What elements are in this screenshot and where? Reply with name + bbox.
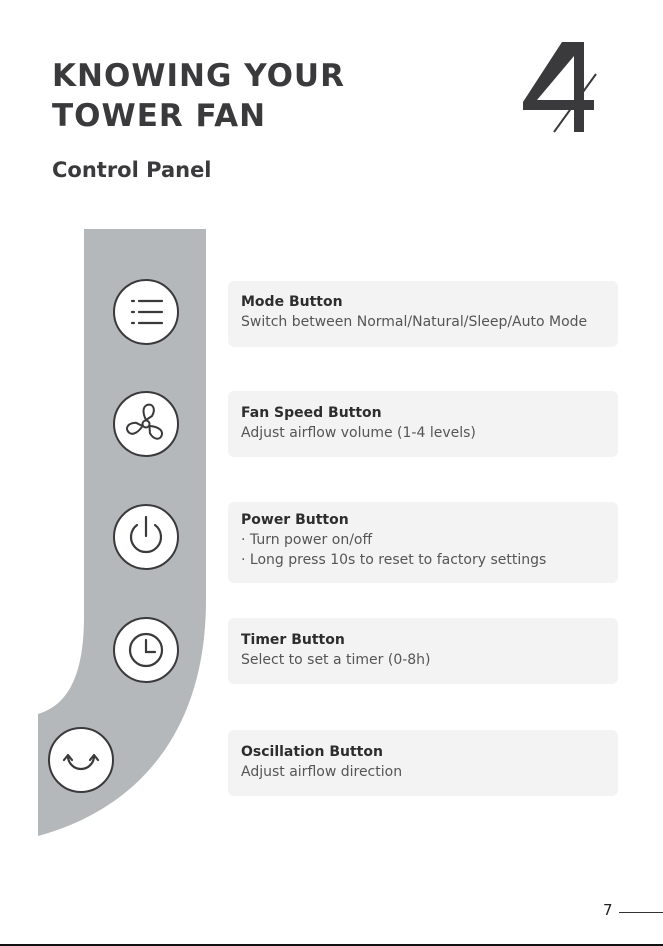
timer-button[interactable] (114, 618, 178, 682)
page-number: 7 (603, 901, 613, 919)
fan-speed-button-card (228, 391, 618, 457)
page-number-rule (619, 912, 663, 913)
mode-button-description: Switch between Normal/Natural/Sleep/Auto Mode (241, 314, 588, 330)
power-button-card (228, 502, 618, 583)
oscillation-button-title: Oscillation Button (241, 744, 383, 760)
chapter-number-graphic (518, 40, 602, 136)
oscillation-button-card (228, 730, 618, 796)
page-title-line-1: KNOWING YOUR (52, 58, 345, 94)
timer-button-card (228, 618, 618, 684)
page-title (52, 56, 345, 136)
mode-button-title: Mode Button (241, 294, 343, 310)
power-button-description-1: · Turn power on/off (241, 532, 373, 548)
section-title: Control Panel (52, 158, 212, 182)
oscillation-button[interactable] (49, 728, 113, 792)
power-button[interactable] (114, 505, 178, 569)
timer-button-title: Timer Button (241, 632, 345, 648)
power-button-description-2: · Long press 10s to reset to factory settings (241, 552, 547, 568)
fan-speed-button[interactable] (114, 392, 178, 456)
timer-button-description: Select to set a timer (0-8h) (241, 652, 431, 668)
oscillation-button-description: Adjust airflow direction (241, 764, 403, 780)
mode-button-card (228, 281, 618, 347)
fan-speed-button-title: Fan Speed Button (241, 405, 382, 421)
mode-button[interactable] (114, 280, 178, 344)
page-title-line-2: TOWER FAN (52, 98, 267, 134)
fan-speed-button-description: Adjust airflow volume (1-4 levels) (241, 425, 476, 441)
power-button-title: Power Button (241, 512, 349, 528)
